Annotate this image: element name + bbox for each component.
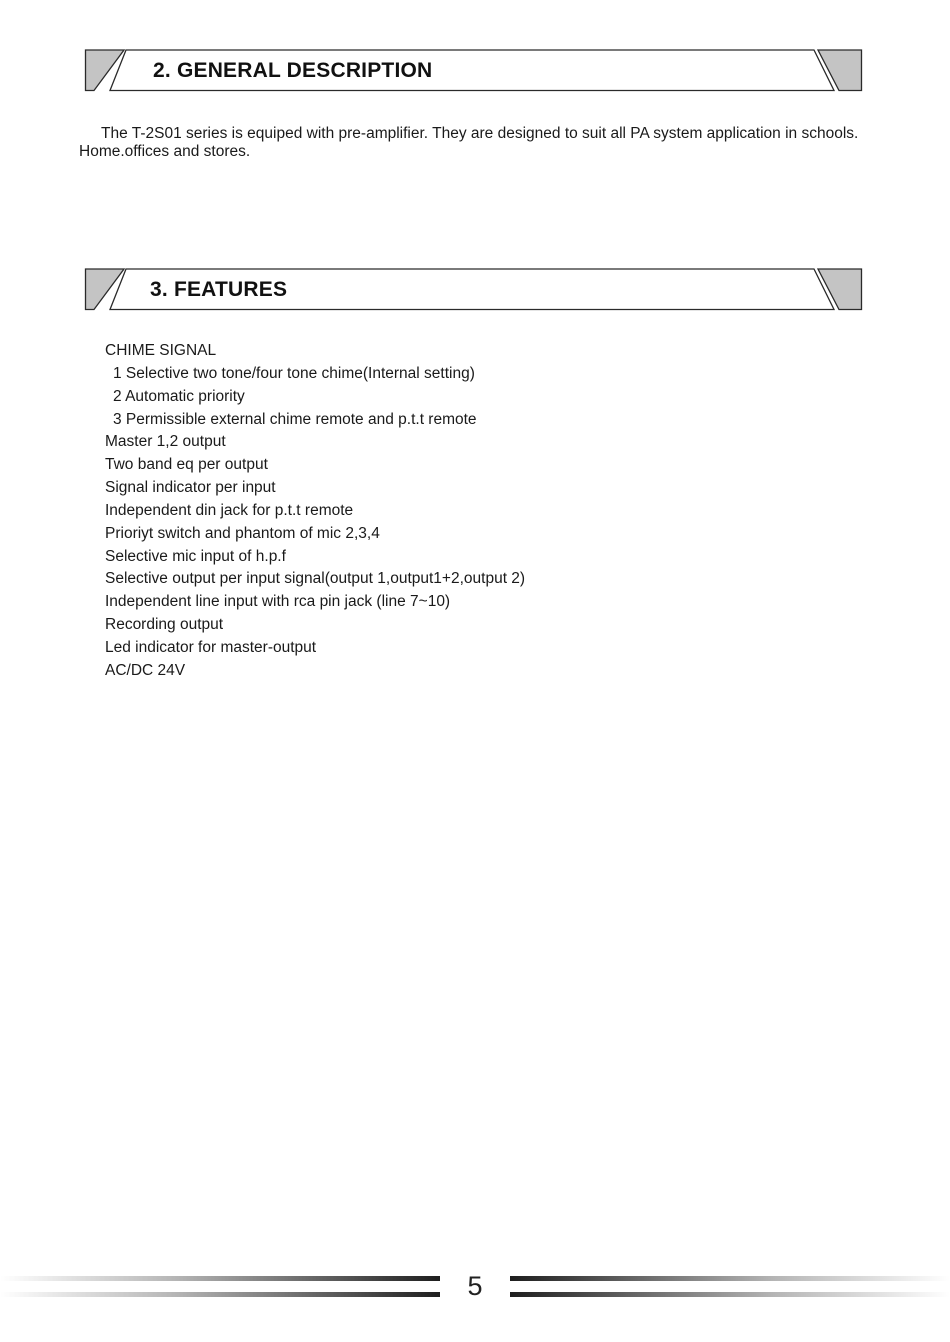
page-number: 5 (467, 1271, 483, 1301)
feature-item: Selective output per input signal(output 1,output1+2,output 2) (105, 570, 526, 588)
general-description-line-2: Home.offices and stores. (79, 143, 251, 160)
feature-item: Independent line input with rca pin jack (line 7~10) (105, 593, 451, 611)
footer-bar-right-top (510, 1276, 950, 1281)
feature-item: Two band eq per output (105, 456, 268, 474)
feature-subitem: 2 Automatic priority (113, 387, 245, 405)
footer-bar-right-bottom (510, 1292, 950, 1297)
section-title-features: 3. FEATURES (150, 278, 288, 301)
general-description-paragraph (79, 125, 879, 161)
section-title-general-description: 2. GENERAL DESCRIPTION (153, 59, 433, 82)
feature-item: AC/DC 24V (105, 661, 186, 679)
feature-subitem: 3 Permissible external chime remote and p.t.t remote (113, 410, 477, 428)
feature-item: Recording output (105, 616, 224, 634)
feature-item: Independent din jack for p.t.t remote (105, 501, 354, 519)
feature-item: Selective mic input of h.p.f (105, 547, 286, 565)
feature-item: Signal indicator per input (105, 479, 276, 497)
feature-item: Prioriyt switch and phantom of mic 2,3,4 (105, 524, 380, 542)
features-list (105, 340, 525, 683)
general-description-line-1: The T-2S01 series is equiped with pre-amplifier. They are designed to suit all PA system application in schools. (101, 125, 859, 142)
feature-item: Led indicator for master-output (105, 638, 317, 656)
feature-subitem: 1 Selective two tone/four tone chime(Internal setting) (113, 364, 475, 382)
feature-item: CHIME SIGNAL (105, 342, 217, 359)
footer-bar-left-top (0, 1276, 440, 1281)
feature-item: Master 1,2 output (105, 433, 226, 451)
footer-bar-left-bottom (0, 1292, 440, 1297)
section-header-features (84, 267, 864, 311)
section-header-general-description (84, 48, 864, 92)
